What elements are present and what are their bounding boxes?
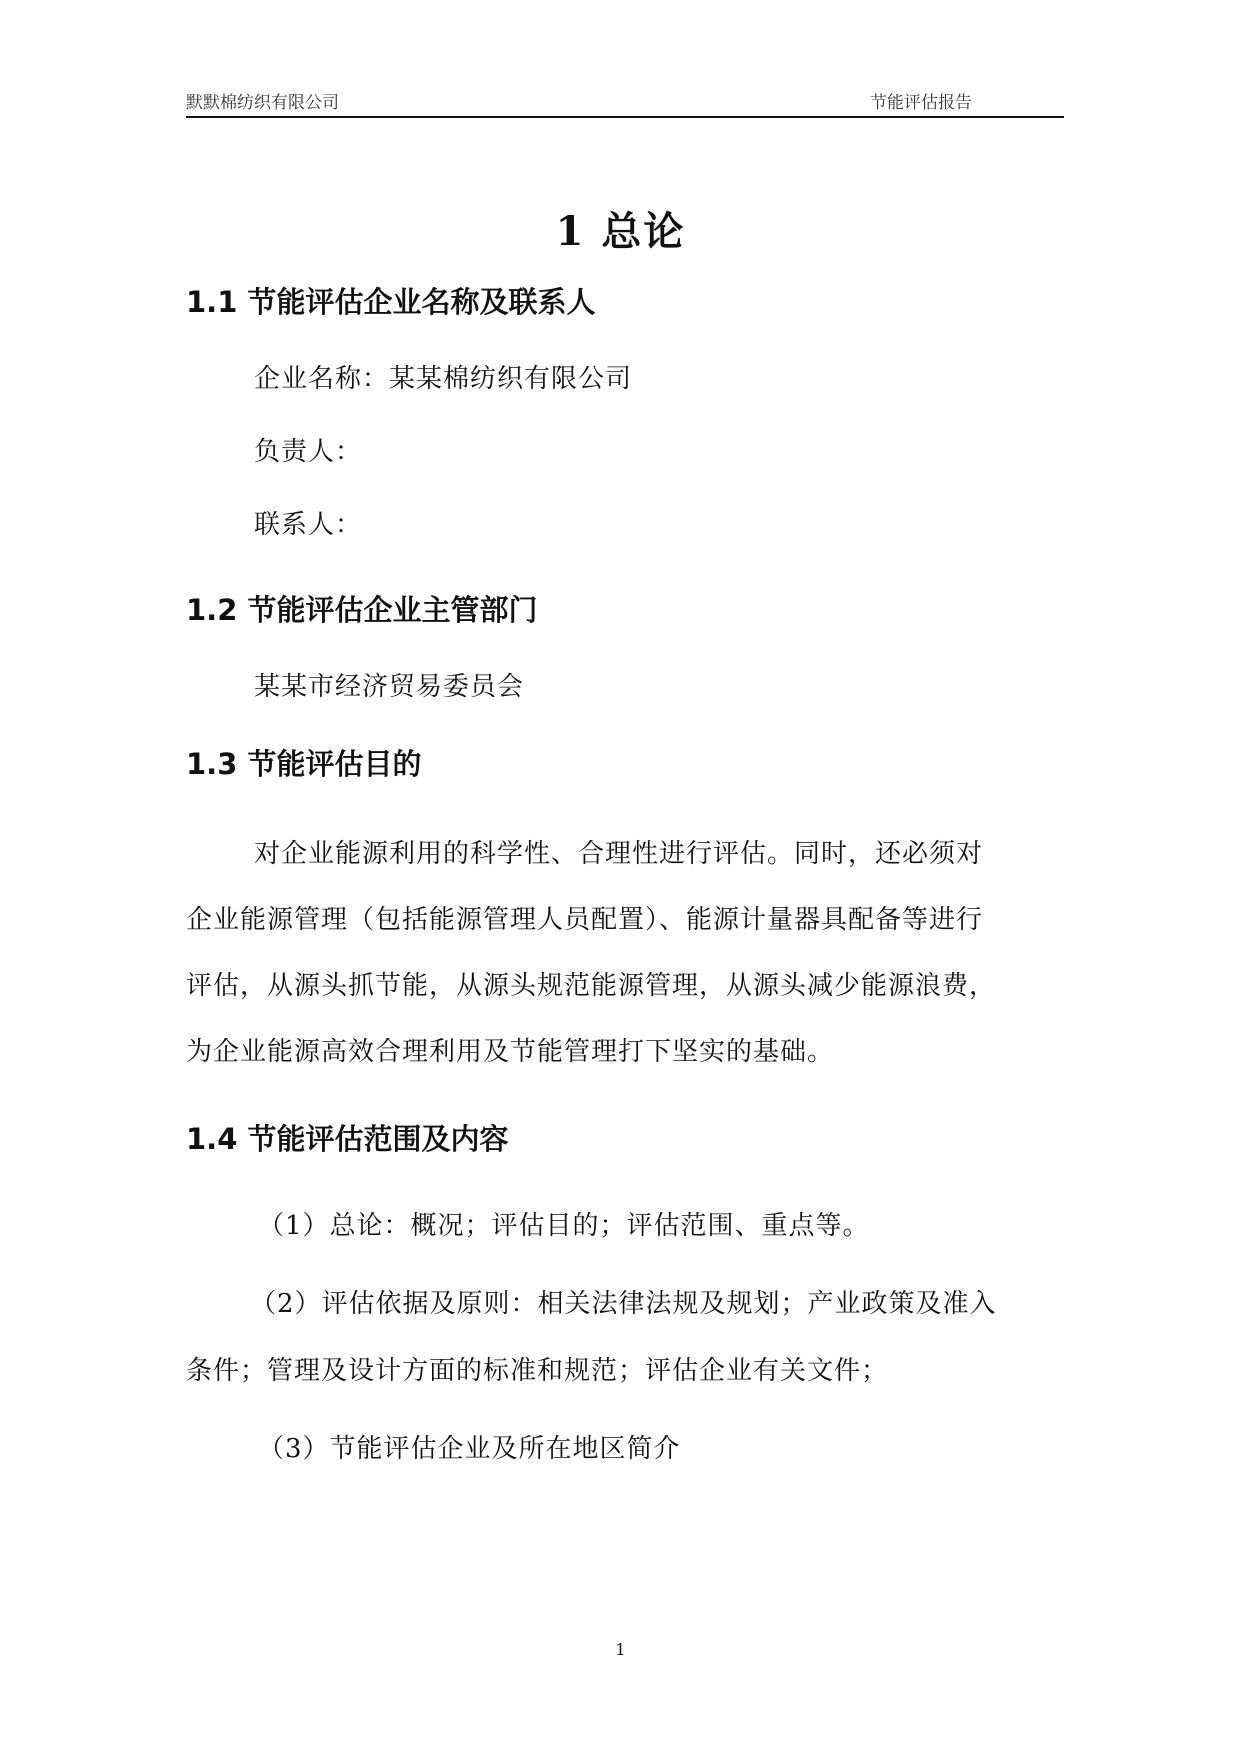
scope-item-2-line-1: （2）评估依据及原则：相关法律法规及规划；产业政策及准入 (250, 1289, 997, 1319)
purpose-line-2: 企业能源管理（包括能源管理人员配置）、能源计量器具配备等进行 (186, 905, 984, 935)
header-document-title: 节能评估报告 (870, 93, 972, 113)
page-number: 1 (615, 1640, 626, 1659)
company-name-line: 企业名称：某某棉纺织有限公司 (254, 364, 633, 394)
page-header (186, 86, 1064, 118)
person-in-charge-line: 负责人： (254, 437, 363, 467)
scope-item-2-line-2: 条件；管理及设计方面的标准和规范；评估企业有关文件； (186, 1356, 889, 1386)
section-heading-1-4: 1.4 节能评估范围及内容 (186, 1122, 509, 1156)
scope-item-1: （1）总论：概况；评估目的；评估范围、重点等。 (258, 1211, 870, 1241)
section-heading-1-1: 1.1 节能评估企业名称及联系人 (186, 285, 596, 319)
header-company: 默默棉纺织有限公司 (186, 93, 339, 113)
section-heading-1-2: 1.2 节能评估企业主管部门 (186, 593, 538, 627)
purpose-line-4: 为企业能源高效合理利用及节能管理打下坚实的基础。 (186, 1037, 835, 1067)
purpose-line-1: 对企业能源利用的科学性、合理性进行评估。同时，还必须对 (254, 839, 984, 869)
scope-item-3: （3）节能评估企业及所在地区简介 (258, 1434, 681, 1464)
purpose-line-3: 评估，从源头抓节能，从源头规范能源管理，从源头减少能源浪费， (186, 971, 997, 1001)
section-heading-1-3: 1.3 节能评估目的 (186, 747, 422, 781)
contact-person-line: 联系人： (254, 510, 363, 540)
chapter-title: 1 总论 (555, 208, 686, 255)
authority-line: 某某市经济贸易委员会 (254, 672, 525, 702)
